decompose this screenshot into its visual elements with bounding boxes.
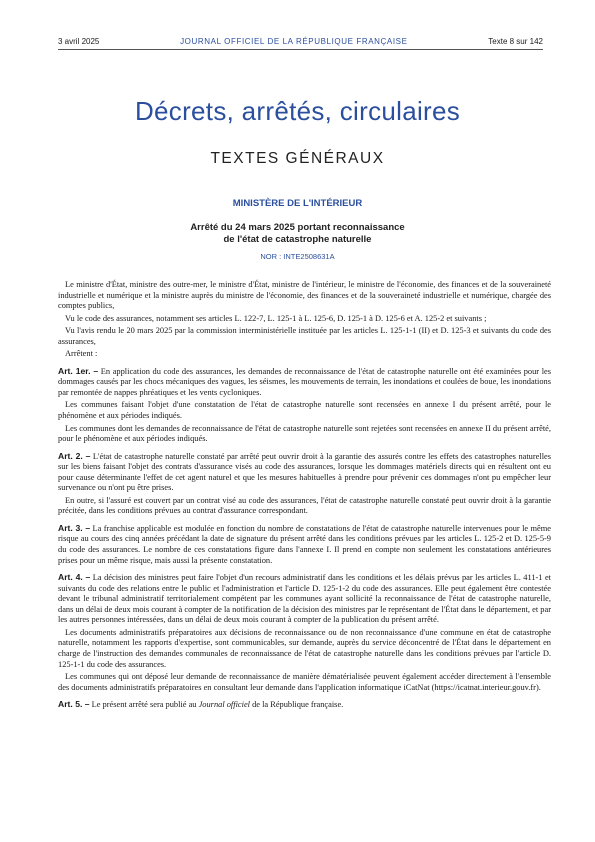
text-reference: Texte 8 sur 142	[488, 37, 543, 46]
decree-title-line-2: de l'état de catastrophe naturelle	[223, 234, 372, 245]
decree-title-line-1: Arrêté du 24 mars 2025 portant reconnaissance	[190, 222, 405, 233]
article-paragraph: Les communes qui ont déposé leur demande de reconnaissance de manière dématérialisée peuvent également accéder directement à l'ensemble des documents administratifs préparatoires en consultant leur demande dans l'application informatique iCatNat (https://icatnat.interieur.gouv.fr).	[58, 672, 551, 692]
journal-name: JOURNAL OFFICIEL DE LA RÉPUBLIQUE FRANÇAISE	[180, 37, 408, 46]
section-title: TEXTES GÉNÉRAUX	[210, 150, 385, 167]
preamble-ministers: Le ministre d'État, ministre des outre-mer, le ministre d'État, ministre de l'intérieur, le ministre de l'économie, des finances et de la souveraineté industrielle et numérique et la ministre auprès du ministre de l'économie, des finances et de la souveraineté industrielle et numérique, chargée des comptes publics,	[58, 280, 551, 311]
article-4	[58, 572, 551, 626]
decree-body	[58, 280, 551, 713]
article-label: Art. 1er. –	[58, 365, 99, 376]
article-text: La franchise applicable est modulée en fonction du nombre de constatations de l'état de catastrophe naturelle intervenues pour le même risque au cours des cinq années précédant la date de signature du présent arrêté dans les conditions prévues par les articles L. 125-2 et D. 125-5-9 du code des assurances. Le nombre de ces constatations figure dans l'annexe I. Il prend en compte non seulement les constatations antérieures prises pour un même risque, mais aussi la présente constatation.	[58, 523, 552, 565]
article-paragraph: Les communes faisant l'objet d'une constatation de l'état de catastrophe naturelle sont recensées en annexe I du présent arrêté, pour le phénomène et aux périodes indiqués.	[58, 400, 551, 421]
article-1	[58, 366, 551, 399]
article-text-before: Le présent arrêté sera publié au	[91, 700, 199, 710]
article-text: La décision des ministres peut faire l'objet d'un recours administratif dans les conditions et les délais prévus par les articles L. 411-1 et suivants du code des relations entre le public et l'administration et l'article D. 125-1-2 du code des assurances. Elle peut également être contestée devant le tribunal administratif territorialement compétent par les communes ayant sollicité la reconnaissance de l'état de catastrophe naturelle, dans un délai de deux mois courant à compter de la notification de la décision des ministres par le représentant de l'État dans le département, et par les autres personnes intéressées, dans un délai de deux mois courant à compter de la publication du présent arrêté.	[58, 573, 552, 625]
article-label: Art. 5. –	[58, 699, 90, 710]
header-divider	[58, 49, 543, 50]
category-title: Décrets, arrêtés, circulaires	[134, 96, 461, 126]
article-2	[58, 451, 551, 494]
article-paragraph: En outre, si l'assuré est couvert par un contrat visé au code des assurances, l'état de catastrophe naturelle constaté peut ouvrir droit à la garantie précitée, dans les conditions prévues au contrat d'assurance correspondant.	[58, 495, 551, 516]
journal-officiel-italic: Journal officiel	[198, 700, 250, 710]
running-header	[58, 37, 543, 46]
article-paragraph: Les communes dont les demandes de reconnaissance de l'état de catastrophe naturelle sont rejetées sont recensées en annexe II du présent arrêté, pour le phénomène et aux périodes indiqués.	[58, 423, 551, 444]
article-label: Art. 2. –	[58, 450, 91, 461]
article-paragraph: Les documents administratifs préparatoires aux décisions de reconnaissance ou de non reconnaissance d'une commune en état de catastrophe naturelle, notamment les rapports d'expertise, sont communicables, sur demande, auprès du service déconcentré de l'État dans le département en charge de l'instruction des demandes communales de reconnaissance de l'état de catastrophe naturelle dans les conditions prévues par l'article D. 125-1-1 du code des assurances.	[58, 627, 551, 669]
article-text: L'état de catastrophe naturelle constaté par arrêté peut ouvrir droit à la garantie des assurés contre les effets des catastrophes naturelles sur les biens faisant l'objet des contrats d'assurance visés au code des assurances, lorsque les dommages matériels directs qui en résultent ont eu pour cause déterminante l'effet de cet agent naturel et que les mesures habituelles à prendre pour prévenir ces dommages n'ont pu empêcher leur survenance ou n'ont pu être prises.	[58, 451, 552, 493]
decree-title	[0, 222, 595, 246]
preamble-visa-avis: Vu l'avis rendu le 20 mars 2025 par la commission interministérielle instituée par les articles L. 125-1-1 (II) et D. 125-3 et suivants du code des assurances,	[58, 326, 551, 346]
preamble-arretent: Arrêtent :	[65, 349, 98, 359]
article-text-after: de la République française.	[250, 700, 344, 710]
article-text: En application du code des assurances, les demandes de reconnaissance de l'état de catastrophe naturelle ont été examinées pour les dommages causés par les chocs mécaniques des vagues, les séismes, les mouvements de terrain, les inondations et coulées de boue, les inondations par remontée de nappes phréatiques et les vents cycloniques.	[58, 366, 551, 397]
preamble-visa-code: Vu le code des assurances, notamment ses articles L. 122-7, L. 125-1 à L. 125-6, D. 125-1 à D. 125-6 et A. 125-2 et suivants ;	[65, 313, 487, 323]
ministry-name: MINISTÈRE DE L'INTÉRIEUR	[232, 198, 363, 209]
article-label: Art. 3. –	[58, 522, 91, 533]
nor-reference: NOR : INTE2508631A	[260, 252, 335, 261]
article-5	[58, 699, 551, 711]
article-label: Art. 4. –	[58, 572, 91, 583]
article-3	[58, 523, 551, 566]
publication-date: 3 avril 2025	[58, 37, 100, 46]
